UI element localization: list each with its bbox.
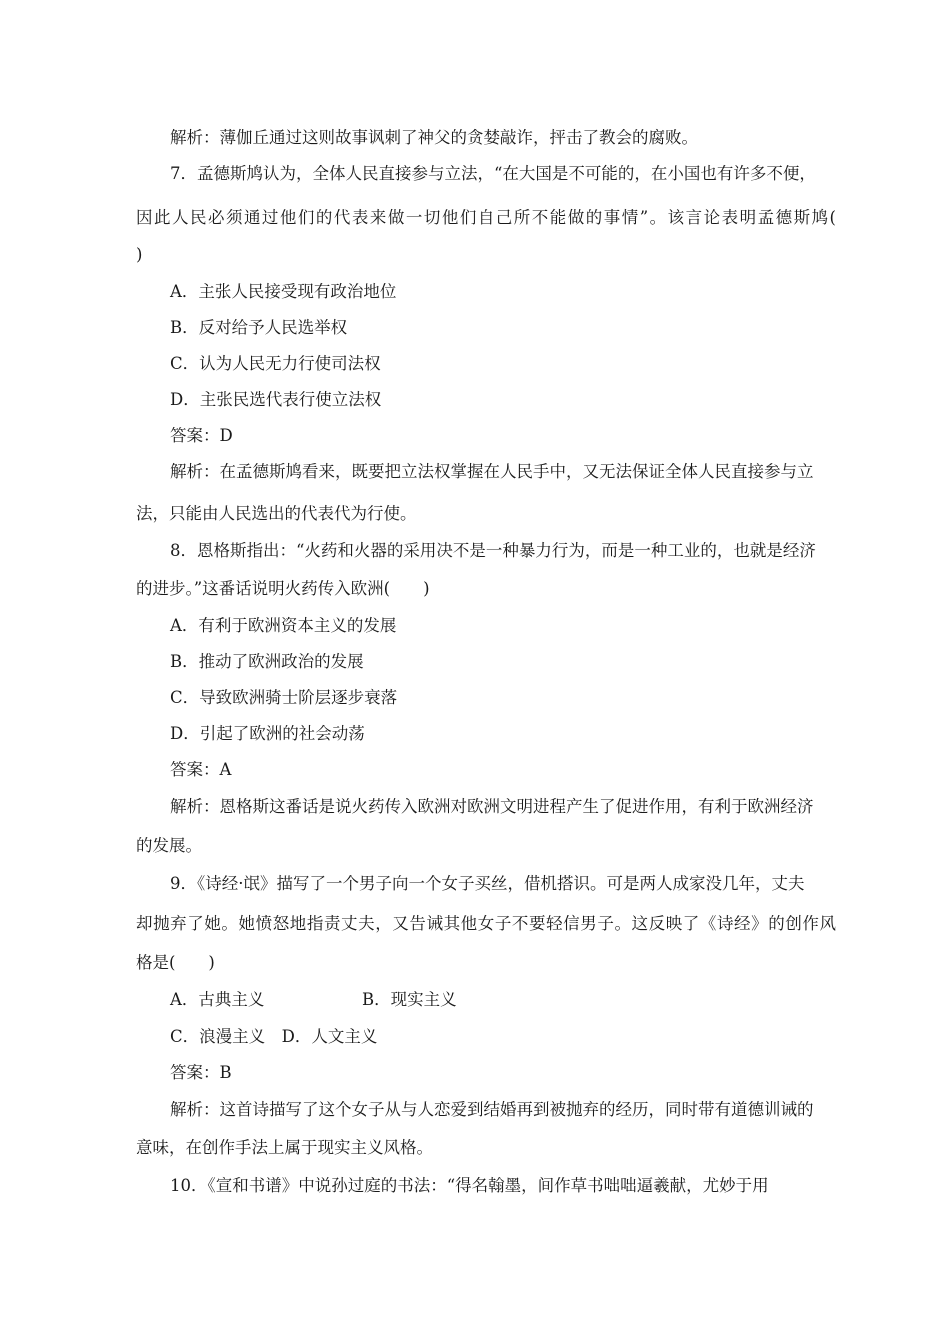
question-8-line-1: 8．恩格斯指出：“火药和火器的采用决不是一种暴力行为，而是一种工业的，也就是经济 (170, 541, 816, 560)
question-9-line-1: 9．《诗经·氓》描写了一个男子向一个女子买丝，借机搭识。可是两人成家没几年，丈夫 (170, 874, 805, 893)
question-8-analysis-line-2: 的发展。 (136, 836, 202, 855)
question-9-answer: 答案：B (170, 1063, 232, 1082)
question-10-line-1: 10．《宣和书谱》中说孙过庭的书法：“得名翰墨，间作草书咄咄逼羲献，尤妙于用 (170, 1176, 769, 1195)
question-7-line-2: 因此人民必须通过他们的代表来做一切他们自己所不能做的事情”。该言论表明孟德斯鸠( (136, 208, 836, 227)
question-9-option-a: A．古典主义 (170, 990, 265, 1009)
question-9-option-c-d: C．浪漫主义 D．人文主义 (170, 1027, 378, 1046)
question-8-option-d: D．引起了欧洲的社会动荡 (170, 724, 365, 743)
analysis-q6: 解析：薄伽丘通过这则故事讽刺了神父的贪婪敲诈，抨击了教会的腐败。 (170, 128, 698, 147)
question-9-line-3: 格是( ) (136, 953, 215, 972)
question-7-analysis-line-2: 法，只能由人民选出的代表代为行使。 (136, 504, 417, 523)
question-7-option-c: C．认为人民无力行使司法权 (170, 354, 381, 373)
question-9-analysis-line-1: 解析：这首诗描写了这个女子从与人恋爱到结婚再到被抛弃的经历，同时带有道德训诫的 (170, 1100, 814, 1119)
question-8-option-b: B．推动了欧洲政治的发展 (170, 652, 364, 671)
question-7-analysis-line-1: 解析：在孟德斯鸠看来，既要把立法权掌握在人民手中，又无法保证全体人民直接参与立 (170, 462, 814, 481)
question-9-option-b: B．现实主义 (362, 990, 457, 1009)
question-8-answer: 答案：A (170, 760, 232, 779)
question-9-analysis-line-2: 意味，在创作手法上属于现实主义风格。 (136, 1138, 433, 1157)
question-8-option-a: A．有利于欧洲资本主义的发展 (170, 616, 397, 635)
question-7-answer: 答案：D (170, 426, 233, 445)
question-8-option-c: C．导致欧洲骑士阶层逐步衰落 (170, 688, 398, 707)
question-7-line-3: ) (136, 245, 143, 264)
question-9-line-2: 却抛弃了她。她愤怒地指责丈夫，又告诫其他女子不要轻信男子。这反映了《诗经》的创作风 (136, 914, 836, 933)
question-7-line-1: 7．孟德斯鸠认为，全体人民直接参与立法，“在大国是不可能的，在小国也有许多不便， (170, 164, 816, 183)
question-7-option-a: A．主张人民接受现有政治地位 (170, 282, 397, 301)
question-7-option-b: B．反对给予人民选举权 (170, 318, 348, 337)
question-8-analysis-line-1: 解析：恩格斯这番话是说火药传入欧洲对欧洲文明进程产生了促进作用，有利于欧洲经济 (170, 797, 814, 816)
question-7-option-d: D．主张民选代表行使立法权 (170, 390, 382, 409)
question-8-line-2: 的进步。”这番话说明火药传入欧洲( ) (136, 579, 430, 598)
